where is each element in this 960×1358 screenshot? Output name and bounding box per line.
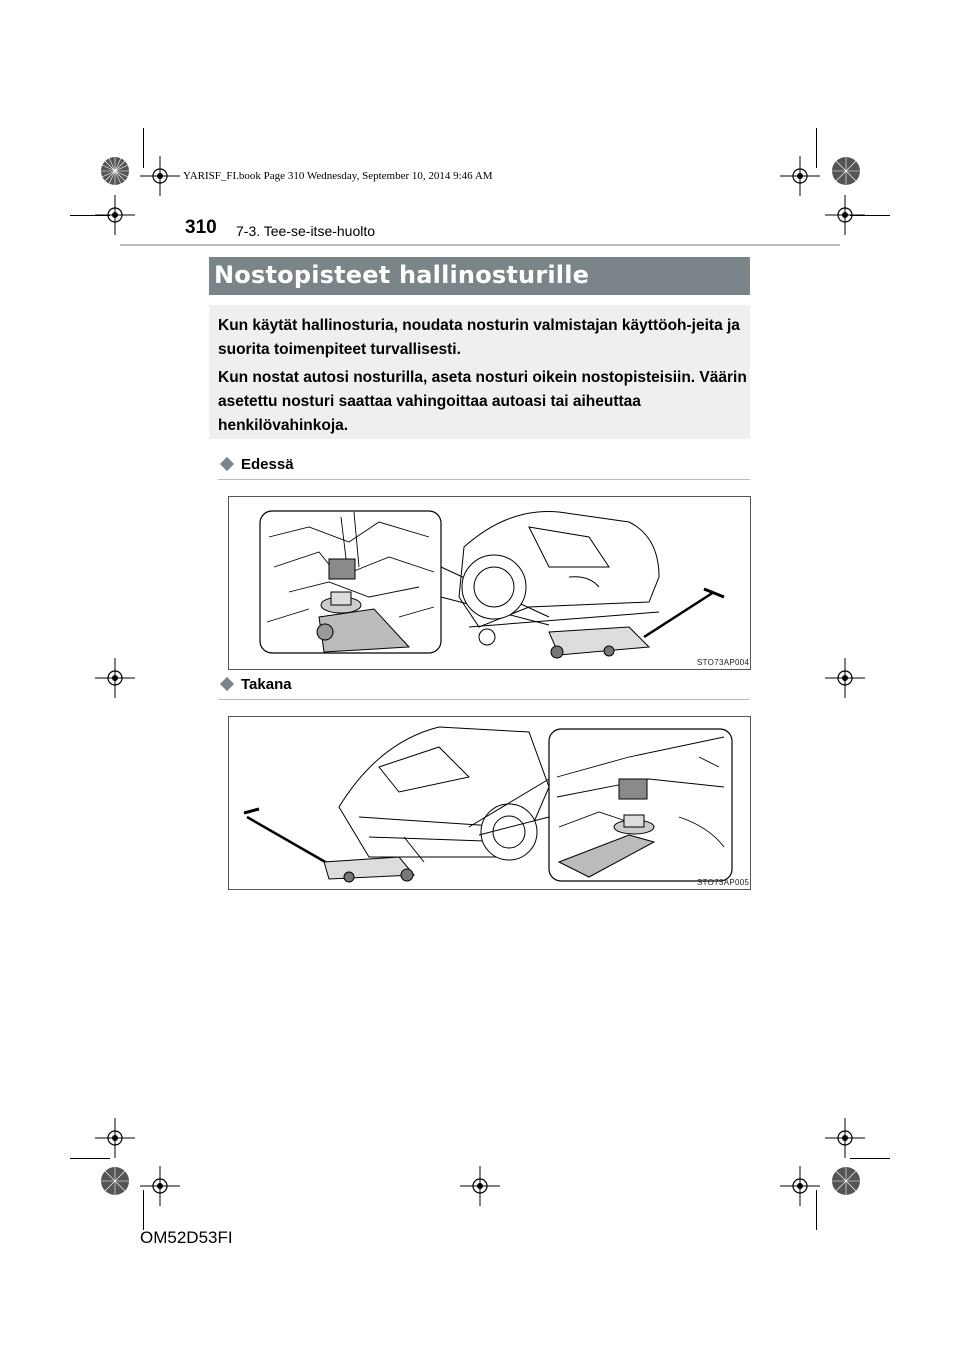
registration-mark-icon [831,156,861,186]
page-title: Nostopisteet hallinosturille [214,261,590,289]
front-jack-illustration [228,496,751,670]
crop-line [143,128,144,168]
header-rule [120,244,840,246]
crosshair-mark-icon [140,1166,180,1206]
crosshair-mark-icon [825,1118,865,1158]
crop-line [850,1158,890,1159]
crosshair-mark-icon [780,1166,820,1206]
crop-line [850,215,890,216]
crosshair-mark-icon [780,156,820,196]
document-code: OM52D53FI [140,1228,233,1247]
crosshair-mark-icon [460,1166,500,1206]
registration-mark-icon [831,1166,861,1196]
crop-line [70,1158,110,1159]
registration-mark-icon [100,156,130,186]
crop-line [143,1190,144,1230]
registration-mark-icon [100,1166,130,1196]
section-path: 7-3. Tee-se-itse-huolto [236,223,376,239]
intro-paragraph: Kun nostat autosi nosturilla, aseta nosturi oikein nostopisteisiin. Väärin asetettu nosturi saattaa vahingoittaa autoasi tai aiheuttaa henkilövahinkoja. [218,369,747,434]
intro-box [209,305,750,439]
rear-jack-drawing [229,717,750,889]
diamond-bullet-icon [220,457,234,471]
intro-paragraph: Kun käytät hallinosturia, noudata nosturin valmistajan käyttöoh-jeita ja suorita toimenpiteet turvallisesti. [218,317,740,358]
section-heading-front: Edessä [241,456,294,473]
book-info: YARISF_FI.book Page 310 Wednesday, September 10, 2014 9:46 AM [183,170,493,182]
figure-code: STO73AP005 [697,878,750,887]
crop-line [70,215,110,216]
section-heading-rear: Takana [241,676,292,693]
crop-line [816,1190,817,1230]
crosshair-mark-icon [95,1118,135,1158]
section-rule [218,479,750,480]
crosshair-mark-icon [95,658,135,698]
crosshair-mark-icon [140,156,180,196]
figure-code: STO73AP004 [697,658,750,667]
diamond-bullet-icon [220,677,234,691]
crosshair-mark-icon [825,658,865,698]
front-jack-drawing [229,497,750,669]
page-number: 310 [185,217,217,238]
rear-jack-illustration [228,716,751,890]
section-rule [218,699,750,700]
crop-line [816,128,817,168]
